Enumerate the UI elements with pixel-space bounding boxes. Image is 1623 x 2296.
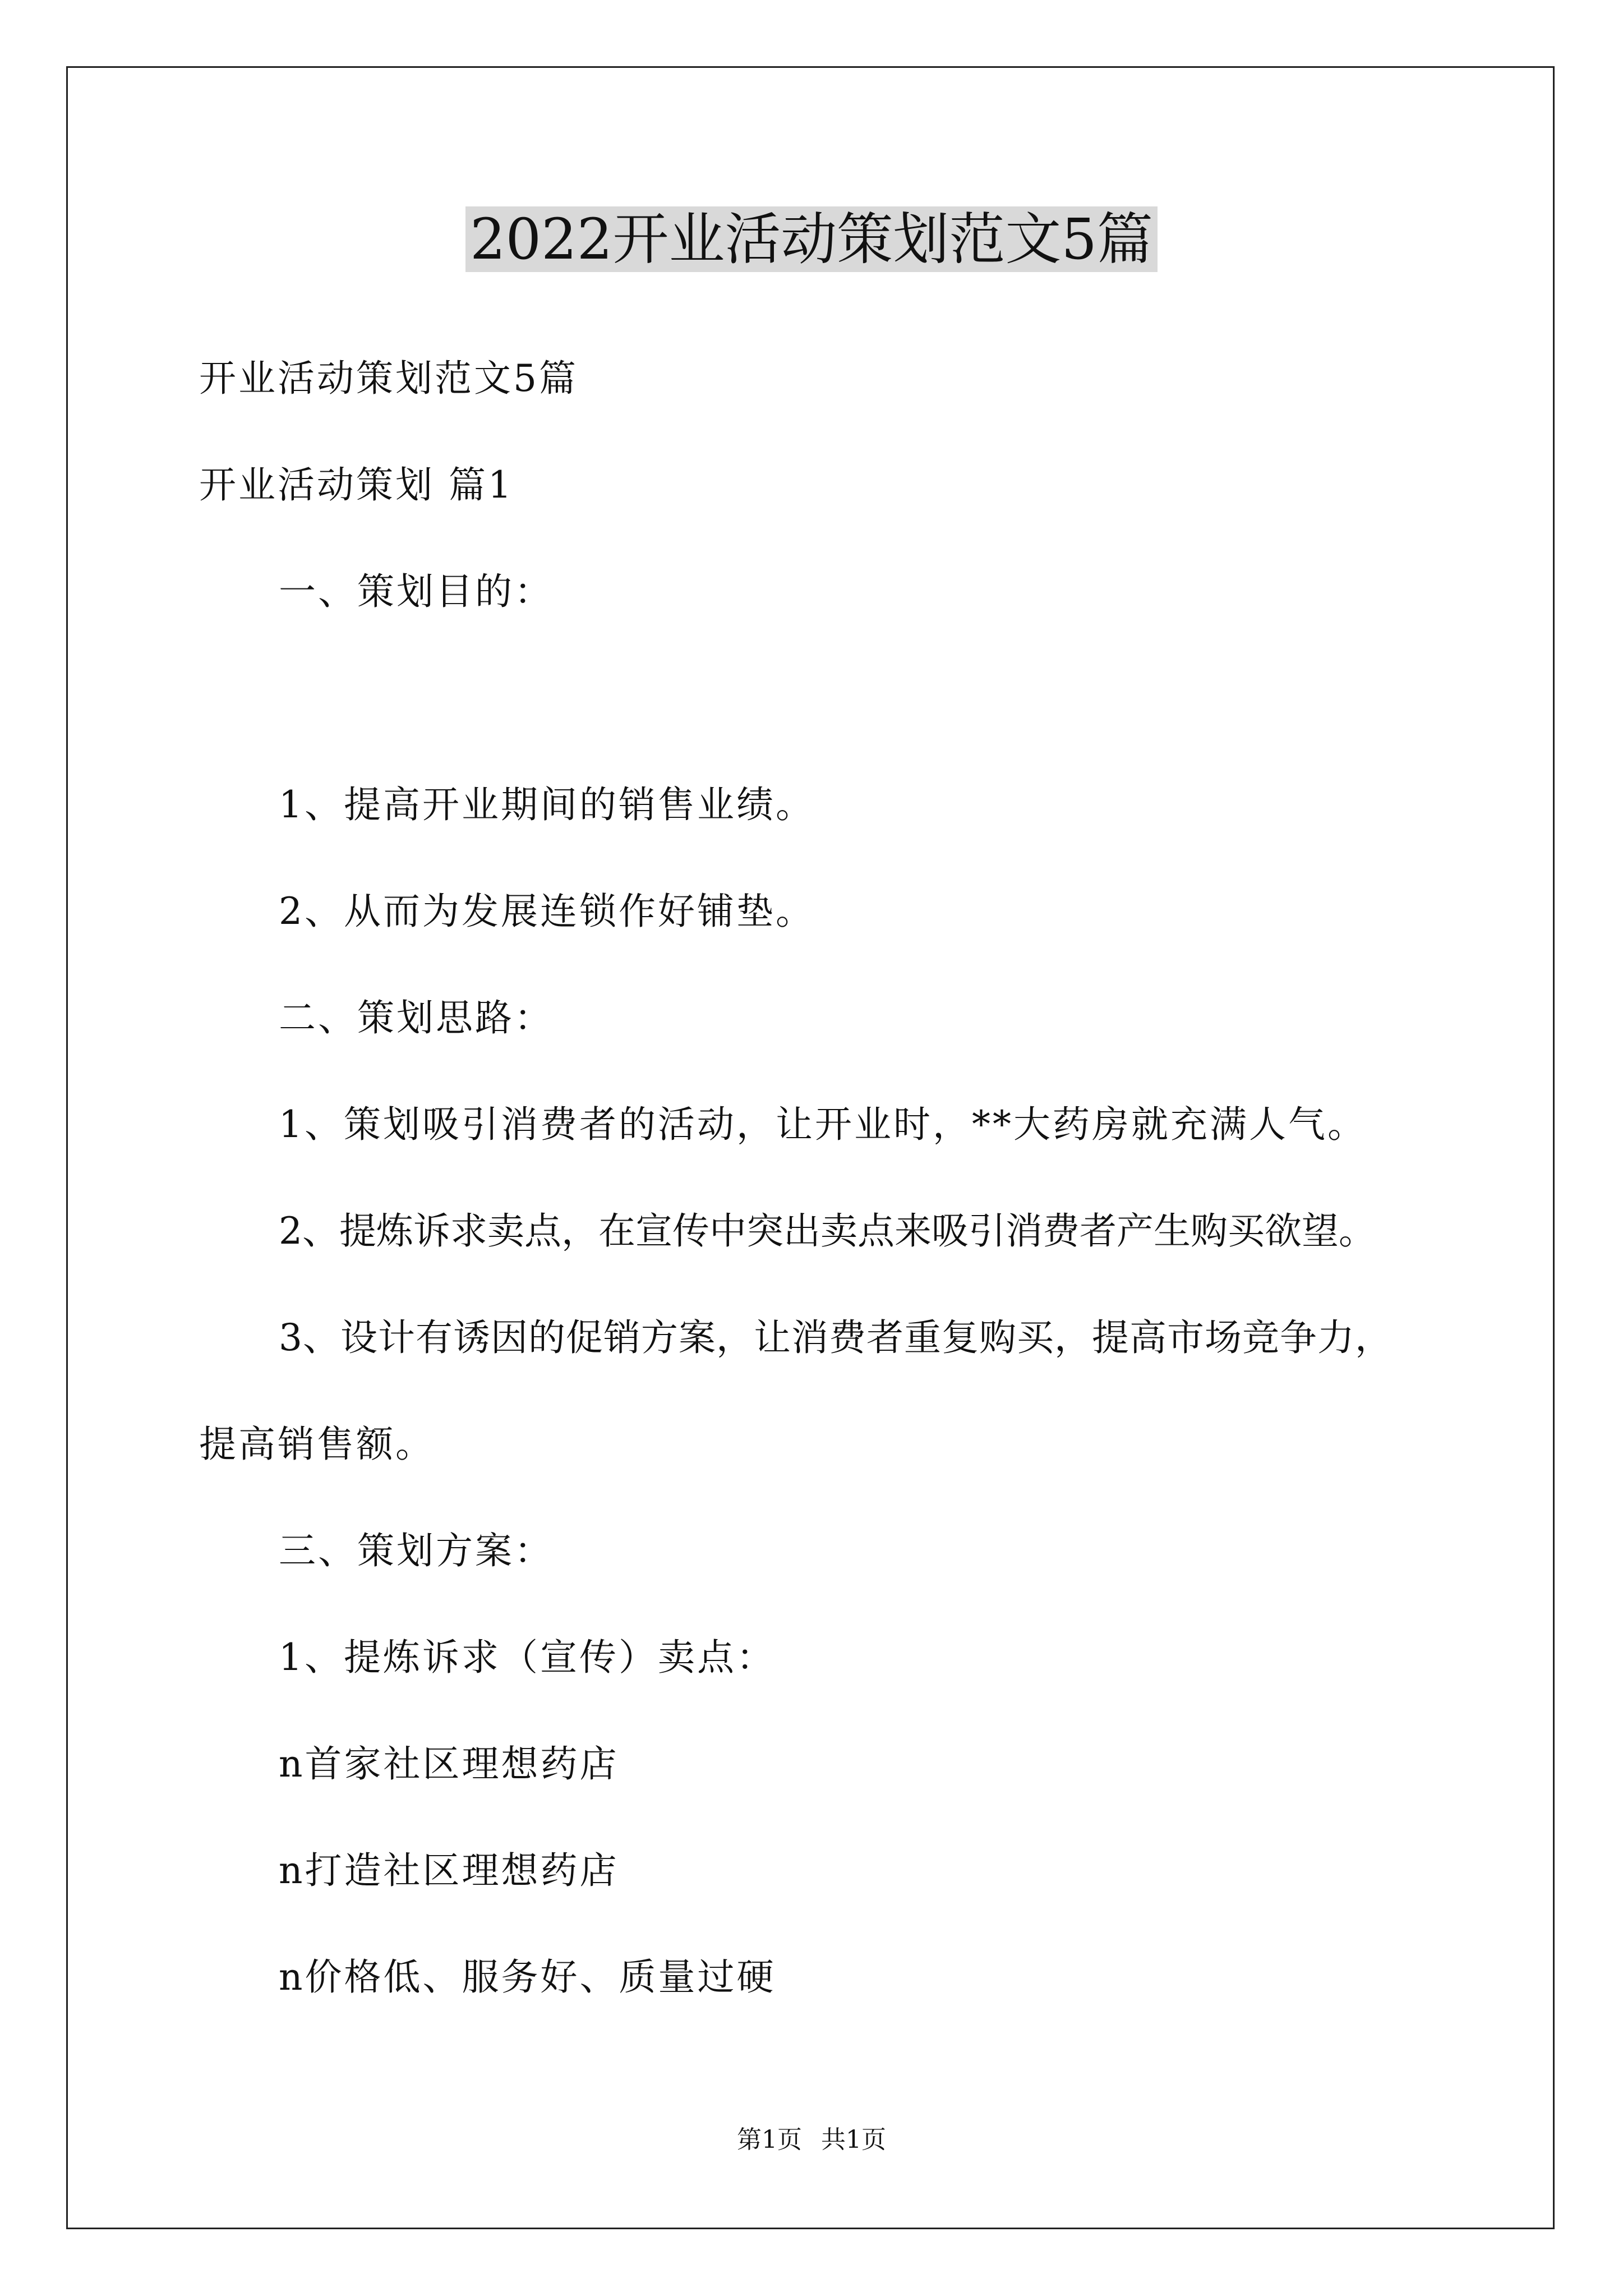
paragraph-item: 3、设计有诱因的促销方案，让消费者重复购买，提高市场竞争力，: [279, 1316, 1393, 1359]
paragraph-bullet: n价格低、服务好、质量过硬: [279, 1955, 776, 1999]
paragraph-item: 1、提炼诉求（宣传）卖点：: [279, 1636, 776, 1679]
paragraph-item-continued: 提高销售额。: [199, 1423, 435, 1466]
paragraph-heading-purpose: 一、策划目的：: [279, 570, 554, 613]
paragraph-item: 1、策划吸引消费者的活动，让开业时，**大药房就充满人气。: [279, 1103, 1367, 1146]
paragraph-bullet: n首家社区理想药店: [279, 1742, 619, 1786]
document-title: [0, 203, 1623, 276]
paragraph-item: 2、从而为发展连锁作好铺垫。: [279, 890, 815, 933]
paragraph-subtitle: 开业活动策划范文5篇: [199, 357, 578, 400]
paragraph-item: 2、提炼诉求卖点，在宣传中突出卖点来吸引消费者产生购买欲望。: [279, 1209, 1376, 1253]
page-footer: 第1页 共1页: [737, 2125, 886, 2154]
paragraph-section-heading: 开业活动策划 篇1: [199, 463, 514, 507]
paragraph-bullet: n打造社区理想药店: [279, 1849, 619, 1892]
document-title-text: 2022开业活动策划范文5篇: [465, 206, 1158, 272]
paragraph-heading-approach: 二、策划思路：: [279, 996, 554, 1039]
paragraph-heading-plan: 三、策划方案：: [279, 1529, 554, 1572]
paragraph-item: 1、提高开业期间的销售业绩。: [279, 783, 815, 826]
